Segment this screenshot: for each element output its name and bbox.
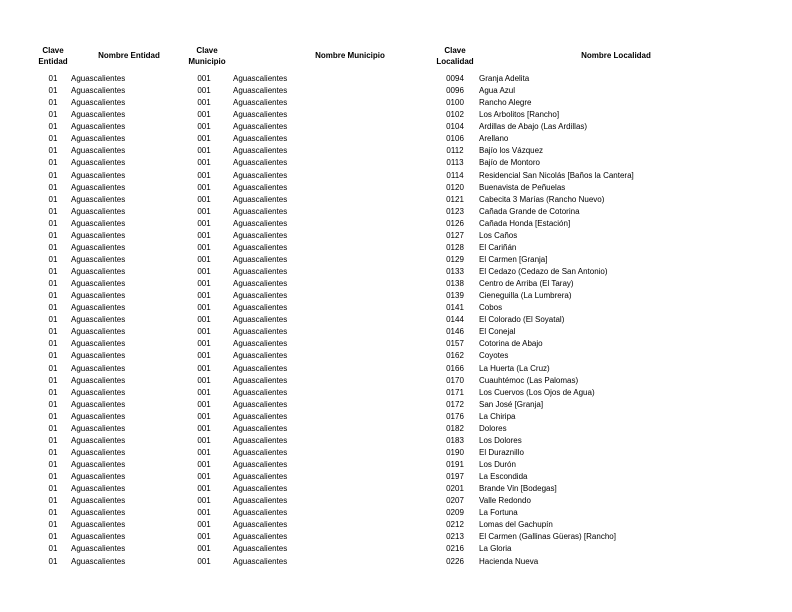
cell-nombre-municipio: Aguascalientes — [233, 339, 288, 349]
cell-nombre-municipio: Aguascalientes — [233, 291, 288, 301]
cell-nombre-localidad: Cabecita 3 Marías (Rancho Nuevo) — [479, 194, 605, 204]
cell-clave-entidad: 01 — [48, 484, 58, 494]
cell-nombre-entidad: Aguascalientes — [71, 496, 126, 506]
cell-clave-municipio: 001 — [197, 303, 211, 313]
cell-clave-municipio: 001 — [197, 351, 211, 361]
cell-clave-localidad: 0129 — [446, 254, 464, 264]
cell-clave-localidad: 0226 — [446, 556, 464, 566]
cell-nombre-municipio: Aguascalientes — [233, 351, 288, 361]
cell-clave-localidad: 0123 — [446, 206, 464, 216]
cell-clave-entidad: 01 — [48, 387, 58, 397]
cell-clave-localidad: 0216 — [446, 544, 464, 554]
table-row — [0, 423, 792, 435]
cell-nombre-localidad: Residencial San Nicolás [Baños la Cantera] — [479, 170, 634, 180]
cell-nombre-localidad: El Duraznillo — [479, 447, 524, 457]
cell-nombre-municipio: Aguascalientes — [233, 134, 288, 144]
cell-nombre-municipio: Aguascalientes — [233, 182, 288, 192]
cell-clave-municipio: 001 — [197, 484, 211, 494]
cell-nombre-municipio: Aguascalientes — [233, 74, 288, 83]
cell-clave-municipio: 001 — [197, 122, 211, 132]
table-row — [0, 531, 792, 543]
cell-clave-entidad: 01 — [48, 194, 58, 204]
cell-clave-entidad: 01 — [48, 110, 58, 120]
cell-clave-municipio: 001 — [197, 315, 211, 325]
cell-nombre-municipio: Aguascalientes — [233, 447, 288, 457]
cell-nombre-municipio: Aguascalientes — [233, 472, 288, 482]
cell-nombre-municipio: Aguascalientes — [233, 110, 288, 120]
cell-clave-localidad: 0104 — [446, 122, 464, 132]
cell-clave-entidad: 01 — [48, 254, 58, 264]
cell-clave-localidad: 0172 — [446, 399, 464, 409]
cell-clave-municipio: 001 — [197, 363, 211, 373]
cell-clave-localidad: 0133 — [446, 267, 464, 276]
cell-clave-entidad: 01 — [48, 532, 58, 542]
table-row — [0, 218, 792, 230]
cell-clave-localidad: 0120 — [446, 182, 464, 192]
cell-clave-localidad: 0146 — [446, 327, 464, 337]
cell-clave-entidad: 01 — [48, 218, 58, 228]
cell-clave-entidad: 01 — [48, 182, 58, 192]
cell-clave-entidad: 01 — [48, 544, 58, 554]
cell-clave-localidad: 0170 — [446, 375, 464, 385]
cell-clave-municipio: 001 — [197, 86, 211, 96]
cell-clave-localidad: 0212 — [446, 520, 464, 530]
cell-clave-municipio: 001 — [197, 218, 211, 228]
cell-nombre-entidad: Aguascalientes — [71, 86, 126, 96]
cell-clave-localidad: 0213 — [446, 532, 464, 542]
cell-nombre-entidad: Aguascalientes — [71, 423, 126, 433]
cell-nombre-entidad: Aguascalientes — [71, 267, 126, 276]
cell-clave-entidad: 01 — [48, 460, 58, 469]
cell-nombre-entidad: Aguascalientes — [71, 460, 126, 469]
cell-nombre-localidad: Hacienda Nueva — [479, 556, 539, 566]
cell-nombre-localidad: Cuauhtémoc (Las Palomas) — [479, 375, 579, 385]
cell-clave-entidad: 01 — [48, 303, 58, 313]
cell-nombre-municipio: Aguascalientes — [233, 556, 288, 566]
cell-clave-entidad: 01 — [48, 279, 58, 289]
cell-nombre-localidad: Bajío de Montoro — [479, 158, 540, 168]
cell-clave-entidad: 01 — [48, 98, 58, 108]
table-row — [0, 507, 792, 519]
cell-nombre-localidad: La Huerta (La Cruz) — [479, 363, 550, 373]
cell-nombre-entidad: Aguascalientes — [71, 556, 126, 566]
cell-nombre-entidad: Aguascalientes — [71, 134, 126, 144]
cell-nombre-municipio: Aguascalientes — [233, 267, 288, 276]
cell-clave-entidad: 01 — [48, 375, 58, 385]
cell-nombre-municipio: Aguascalientes — [233, 363, 288, 373]
cell-clave-localidad: 0114 — [446, 170, 464, 180]
cell-nombre-municipio: Aguascalientes — [233, 218, 288, 228]
table-row — [0, 459, 792, 471]
cell-nombre-municipio: Aguascalientes — [233, 242, 288, 252]
cell-clave-municipio: 001 — [197, 182, 211, 192]
cell-clave-entidad: 01 — [48, 435, 58, 445]
cell-nombre-entidad: Aguascalientes — [71, 291, 126, 301]
cell-nombre-entidad: Aguascalientes — [71, 351, 126, 361]
cell-clave-localidad: 0183 — [446, 435, 464, 445]
cell-nombre-localidad: Cotorina de Abajo — [479, 339, 543, 349]
cell-nombre-localidad: Los Dolores — [479, 435, 522, 445]
table-row — [0, 471, 792, 483]
cell-clave-localidad: 0112 — [446, 146, 464, 156]
cell-clave-localidad: 0096 — [446, 86, 464, 96]
cell-clave-municipio: 001 — [197, 291, 211, 301]
cell-nombre-municipio: Aguascalientes — [233, 375, 288, 385]
cell-nombre-localidad: La Escondida — [479, 472, 528, 482]
cell-nombre-municipio: Aguascalientes — [233, 484, 288, 494]
cell-clave-municipio: 001 — [197, 134, 211, 144]
cell-clave-municipio: 001 — [197, 472, 211, 482]
cell-clave-municipio: 001 — [197, 544, 211, 554]
cell-nombre-localidad: Cañada Grande de Cotorina — [479, 206, 580, 216]
table-row — [0, 495, 792, 507]
table-row — [0, 266, 792, 278]
cell-nombre-entidad: Aguascalientes — [71, 363, 126, 373]
cell-clave-municipio: 001 — [197, 532, 211, 542]
cell-clave-municipio: 001 — [197, 399, 211, 409]
cell-clave-entidad: 01 — [48, 520, 58, 530]
cell-nombre-entidad: Aguascalientes — [71, 339, 126, 349]
cell-clave-municipio: 001 — [197, 279, 211, 289]
cell-nombre-municipio: Aguascalientes — [233, 399, 288, 409]
cell-nombre-localidad: Cobos — [479, 303, 503, 313]
cell-nombre-entidad: Aguascalientes — [71, 146, 126, 156]
cell-nombre-entidad: Aguascalientes — [71, 218, 126, 228]
cell-nombre-entidad: Aguascalientes — [71, 110, 126, 120]
table-row — [0, 326, 792, 338]
cell-clave-localidad: 0094 — [446, 74, 464, 83]
cell-clave-entidad: 01 — [48, 363, 58, 373]
cell-clave-localidad: 0139 — [446, 291, 464, 301]
cell-clave-municipio: 001 — [197, 254, 211, 264]
cell-clave-entidad: 01 — [48, 327, 58, 337]
cell-clave-municipio: 001 — [197, 230, 211, 240]
cell-nombre-entidad: Aguascalientes — [71, 411, 126, 421]
cell-clave-entidad: 01 — [48, 496, 58, 506]
cell-nombre-entidad: Aguascalientes — [71, 98, 126, 108]
cell-clave-entidad: 01 — [48, 423, 58, 433]
table-row — [0, 411, 792, 423]
cell-nombre-localidad: La Fortuna — [479, 508, 518, 518]
cell-nombre-localidad: Ardillas de Abajo (Las Ardillas) — [479, 122, 588, 132]
table-body — [0, 73, 792, 568]
table-row — [0, 121, 792, 133]
cell-nombre-entidad: Aguascalientes — [71, 508, 126, 518]
cell-clave-localidad: 0207 — [446, 496, 464, 506]
cell-nombre-municipio: Aguascalientes — [233, 327, 288, 337]
cell-clave-municipio: 001 — [197, 508, 211, 518]
cell-clave-entidad: 01 — [48, 242, 58, 252]
cell-clave-entidad: 01 — [48, 447, 58, 457]
cell-clave-localidad: 0162 — [446, 351, 464, 361]
cell-nombre-municipio: Aguascalientes — [233, 411, 288, 421]
cell-clave-localidad: 0157 — [446, 339, 464, 349]
cell-clave-entidad: 01 — [48, 86, 58, 96]
cell-clave-municipio: 001 — [197, 496, 211, 506]
cell-clave-localidad: 0176 — [446, 411, 464, 421]
cell-clave-localidad: 0144 — [446, 315, 464, 325]
cell-clave-localidad: 0138 — [446, 279, 464, 289]
cell-nombre-entidad: Aguascalientes — [71, 387, 126, 397]
cell-clave-entidad: 01 — [48, 158, 58, 168]
cell-nombre-entidad: Aguascalientes — [71, 447, 126, 457]
cell-nombre-localidad: Centro de Arriba (El Taray) — [479, 279, 574, 289]
cell-nombre-localidad: Arellano — [479, 134, 509, 144]
cell-nombre-localidad: La Gloria — [479, 544, 512, 554]
cell-clave-localidad: 0201 — [446, 484, 464, 494]
cell-clave-entidad: 01 — [48, 230, 58, 240]
cell-nombre-localidad: Coyotes — [479, 351, 509, 361]
cell-clave-entidad: 01 — [48, 170, 58, 180]
cell-nombre-municipio: Aguascalientes — [233, 146, 288, 156]
cell-clave-municipio: 001 — [197, 556, 211, 566]
cell-nombre-municipio: Aguascalientes — [233, 122, 288, 132]
cell-nombre-localidad: Buenavista de Peñuelas — [479, 182, 566, 192]
cell-clave-localidad: 0113 — [446, 158, 464, 168]
cell-clave-municipio: 001 — [197, 423, 211, 433]
cell-nombre-localidad: Los Durón — [479, 460, 516, 469]
cell-clave-localidad: 0191 — [446, 460, 464, 469]
table-row — [0, 254, 792, 266]
cell-clave-localidad: 0127 — [446, 230, 464, 240]
table-row — [0, 170, 792, 182]
cell-nombre-entidad: Aguascalientes — [71, 230, 126, 240]
cell-clave-entidad: 01 — [48, 508, 58, 518]
cell-nombre-entidad: Aguascalientes — [71, 472, 126, 482]
header-nombre-entidad: Nombre Entidad — [98, 51, 160, 60]
cell-nombre-entidad: Aguascalientes — [71, 254, 126, 264]
cell-clave-localidad: 0106 — [446, 134, 464, 144]
cell-nombre-localidad: San José [Granja] — [479, 399, 544, 409]
table-row — [0, 543, 792, 555]
cell-nombre-localidad: Agua Azul — [479, 86, 516, 96]
table-row — [0, 85, 792, 97]
cell-nombre-municipio: Aguascalientes — [233, 544, 288, 554]
table-row — [0, 206, 792, 218]
cell-clave-entidad: 01 — [48, 134, 58, 144]
cell-nombre-municipio: Aguascalientes — [233, 387, 288, 397]
cell-nombre-entidad: Aguascalientes — [71, 327, 126, 337]
cell-clave-municipio: 001 — [197, 98, 211, 108]
cell-nombre-localidad: Rancho Alegre — [479, 98, 532, 108]
cell-clave-entidad: 01 — [48, 351, 58, 361]
cell-nombre-municipio: Aguascalientes — [233, 520, 288, 530]
cell-clave-localidad: 0171 — [446, 387, 464, 397]
table-row — [0, 483, 792, 495]
cell-nombre-entidad: Aguascalientes — [71, 484, 126, 494]
table-row — [0, 399, 792, 411]
cell-nombre-entidad: Aguascalientes — [71, 315, 126, 325]
cell-nombre-localidad: Valle Redondo — [479, 496, 531, 506]
cell-nombre-entidad: Aguascalientes — [71, 435, 126, 445]
cell-nombre-municipio: Aguascalientes — [233, 303, 288, 313]
cell-nombre-localidad: La Chiripa — [479, 411, 516, 421]
cell-nombre-entidad: Aguascalientes — [71, 279, 126, 289]
table-row — [0, 556, 792, 568]
cell-nombre-municipio: Aguascalientes — [233, 460, 288, 469]
cell-clave-municipio: 001 — [197, 74, 211, 83]
cell-clave-municipio: 001 — [197, 110, 211, 120]
cell-nombre-localidad: Brande Vin [Bodegas] — [479, 484, 557, 494]
cell-clave-entidad: 01 — [48, 339, 58, 349]
header-nombre-localidad: Nombre Localidad — [581, 51, 651, 60]
table-row — [0, 278, 792, 290]
table-row — [0, 314, 792, 326]
cell-clave-entidad: 01 — [48, 267, 58, 276]
cell-clave-municipio: 001 — [197, 375, 211, 385]
cell-nombre-entidad: Aguascalientes — [71, 532, 126, 542]
header-clave-entidad: Clave Entidad — [38, 46, 68, 66]
table-row — [0, 157, 792, 169]
table-row — [0, 447, 792, 459]
cell-clave-municipio: 001 — [197, 267, 211, 276]
cell-clave-entidad: 01 — [48, 206, 58, 216]
cell-clave-municipio: 001 — [197, 242, 211, 252]
header-nombre-municipio: Nombre Municipio — [315, 51, 385, 60]
cell-nombre-localidad: Bajío los Vázquez — [479, 146, 544, 156]
cell-nombre-entidad: Aguascalientes — [71, 158, 126, 168]
cell-clave-localidad: 0190 — [446, 447, 464, 457]
cell-nombre-entidad: Aguascalientes — [71, 303, 126, 313]
cell-nombre-entidad: Aguascalientes — [71, 242, 126, 252]
cell-clave-entidad: 01 — [48, 399, 58, 409]
cell-nombre-entidad: Aguascalientes — [71, 182, 126, 192]
cell-nombre-entidad: Aguascalientes — [71, 122, 126, 132]
cell-clave-entidad: 01 — [48, 122, 58, 132]
table-row — [0, 242, 792, 254]
cell-nombre-entidad: Aguascalientes — [71, 170, 126, 180]
cell-nombre-localidad: El Carmen [Granja] — [479, 254, 548, 264]
cell-nombre-entidad: Aguascalientes — [71, 206, 126, 216]
cell-nombre-municipio: Aguascalientes — [233, 86, 288, 96]
cell-nombre-municipio: Aguascalientes — [233, 158, 288, 168]
table-row — [0, 97, 792, 109]
table-row — [0, 109, 792, 121]
cell-clave-municipio: 001 — [197, 460, 211, 469]
cell-nombre-municipio: Aguascalientes — [233, 532, 288, 542]
cell-clave-localidad: 0100 — [446, 98, 464, 108]
cell-nombre-municipio: Aguascalientes — [233, 496, 288, 506]
cell-clave-municipio: 001 — [197, 520, 211, 530]
cell-clave-localidad: 0126 — [446, 218, 464, 228]
table-row — [0, 363, 792, 375]
cell-nombre-localidad: Cieneguilla (La Lumbrera) — [479, 291, 572, 301]
cell-nombre-municipio: Aguascalientes — [233, 435, 288, 445]
cell-clave-municipio: 001 — [197, 327, 211, 337]
cell-clave-municipio: 001 — [197, 411, 211, 421]
cell-clave-entidad: 01 — [48, 74, 58, 83]
cell-nombre-localidad: El Carmen (Gallinas Güeras) [Rancho] — [479, 532, 616, 542]
cell-clave-municipio: 001 — [197, 435, 211, 445]
table-row — [0, 73, 792, 85]
cell-nombre-entidad: Aguascalientes — [71, 399, 126, 409]
cell-nombre-localidad: El Conejal — [479, 327, 516, 337]
cell-nombre-municipio: Aguascalientes — [233, 98, 288, 108]
table-row — [0, 435, 792, 447]
cell-clave-entidad: 01 — [48, 315, 58, 325]
cell-clave-entidad: 01 — [48, 472, 58, 482]
cell-nombre-municipio: Aguascalientes — [233, 508, 288, 518]
cell-clave-localidad: 0197 — [446, 472, 464, 482]
header-clave-localidad: Clave Localidad — [436, 46, 474, 66]
table-row — [0, 145, 792, 157]
cell-nombre-localidad: El Cariñán — [479, 242, 517, 252]
table-row — [0, 182, 792, 194]
cell-clave-municipio: 001 — [197, 158, 211, 168]
cell-nombre-municipio: Aguascalientes — [233, 279, 288, 289]
cell-nombre-localidad: Los Caños — [479, 230, 518, 240]
cell-clave-entidad: 01 — [48, 146, 58, 156]
cell-clave-municipio: 001 — [197, 447, 211, 457]
cell-nombre-entidad: Aguascalientes — [71, 375, 126, 385]
cell-nombre-entidad: Aguascalientes — [71, 520, 126, 530]
table-row — [0, 375, 792, 387]
table-row — [0, 133, 792, 145]
cell-clave-municipio: 001 — [197, 194, 211, 204]
cell-clave-municipio: 001 — [197, 170, 211, 180]
cell-nombre-municipio: Aguascalientes — [233, 230, 288, 240]
cell-clave-localidad: 0141 — [446, 303, 464, 313]
cell-nombre-municipio: Aguascalientes — [233, 206, 288, 216]
cell-clave-localidad: 0121 — [446, 194, 464, 204]
cell-nombre-localidad: Granja Adelita — [479, 74, 530, 83]
cell-nombre-entidad: Aguascalientes — [71, 74, 126, 83]
cell-nombre-entidad: Aguascalientes — [71, 544, 126, 554]
cell-nombre-localidad: Dolores — [479, 423, 507, 433]
table-row — [0, 519, 792, 531]
table-row — [0, 387, 792, 399]
cell-nombre-localidad: Lomas del Gachupín — [479, 520, 553, 530]
cell-nombre-localidad: Los Arbolitos [Rancho] — [479, 110, 560, 120]
cell-nombre-municipio: Aguascalientes — [233, 315, 288, 325]
cell-clave-localidad: 0209 — [446, 508, 464, 518]
cell-nombre-localidad: Cañada Honda [Estación] — [479, 218, 571, 228]
cell-clave-localidad: 0102 — [446, 110, 464, 120]
cell-clave-entidad: 01 — [48, 556, 58, 566]
cell-nombre-municipio: Aguascalientes — [233, 194, 288, 204]
cell-nombre-localidad: El Cedazo (Cedazo de San Antonio) — [479, 267, 608, 276]
cell-clave-municipio: 001 — [197, 146, 211, 156]
cell-clave-municipio: 001 — [197, 206, 211, 216]
cell-clave-localidad: 0182 — [446, 423, 464, 433]
cell-nombre-municipio: Aguascalientes — [233, 170, 288, 180]
table-row — [0, 230, 792, 242]
header-clave-municipio: Clave Municipio — [188, 46, 226, 66]
table-row — [0, 302, 792, 314]
cell-nombre-entidad: Aguascalientes — [71, 194, 126, 204]
cell-clave-localidad: 0166 — [446, 363, 464, 373]
cell-clave-localidad: 0128 — [446, 242, 464, 252]
table-row — [0, 194, 792, 206]
table-row — [0, 290, 792, 302]
cell-nombre-municipio: Aguascalientes — [233, 254, 288, 264]
cell-clave-entidad: 01 — [48, 411, 58, 421]
cell-clave-municipio: 001 — [197, 387, 211, 397]
cell-nombre-localidad: Los Cuervos (Los Ojos de Agua) — [479, 387, 595, 397]
cell-nombre-municipio: Aguascalientes — [233, 423, 288, 433]
cell-clave-municipio: 001 — [197, 339, 211, 349]
cell-clave-entidad: 01 — [48, 291, 58, 301]
table-row — [0, 350, 792, 362]
cell-nombre-localidad: El Colorado (El Soyatal) — [479, 315, 565, 325]
table-row — [0, 338, 792, 350]
table-header-row — [0, 46, 792, 72]
